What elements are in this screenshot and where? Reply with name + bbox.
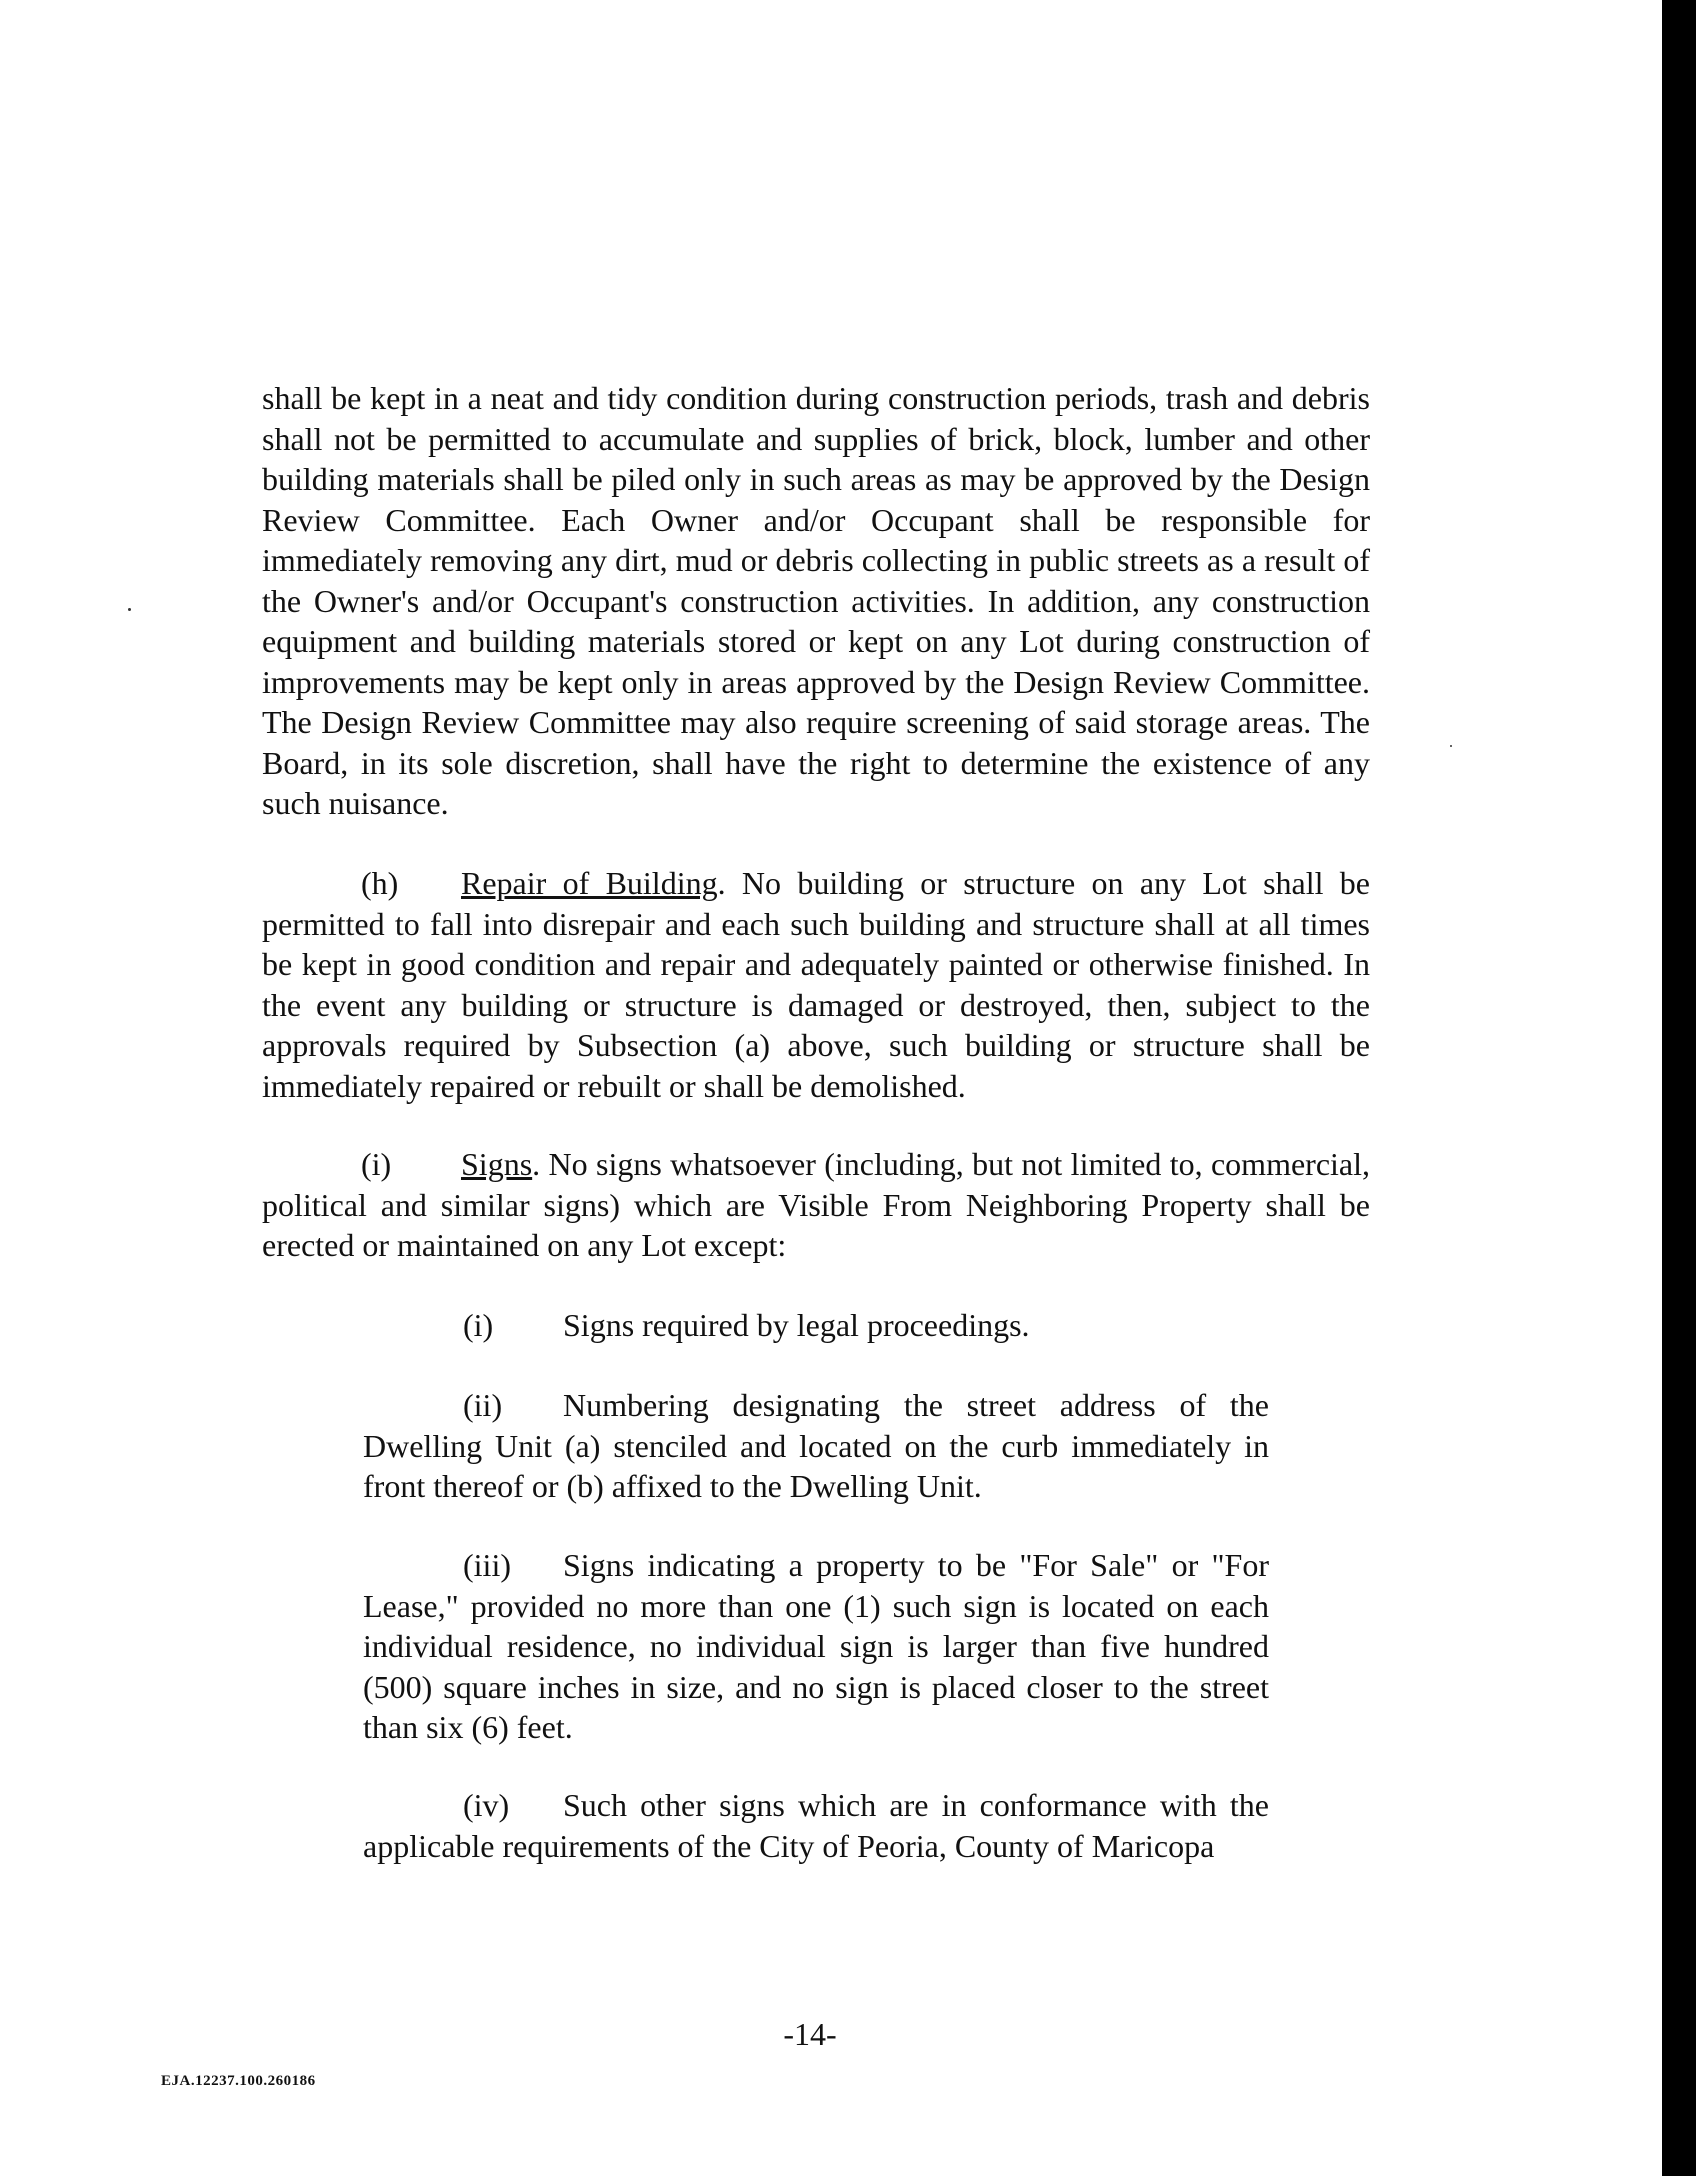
sign-exception-item [363,1545,1269,1748]
sign-exception-text: Signs indicating a property to be "For Sale" or "For Lease," provided no more than one (1) such sign is located on each individual residence, no individual sign is larger than five hundred (500) square inches in size, and no sign is placed closer to the street than six (6) feet. [363,1547,1269,1745]
section-i-label: (i) [361,1146,392,1182]
sign-exception-item [363,1785,1269,1866]
sign-exception-item [363,1305,1269,1346]
scan-speck [1450,745,1452,747]
scan-speck [128,608,131,611]
document-id: EJA.12237.100.260186 [161,2073,316,2089]
sign-exception-text: Signs required by legal proceedings. [563,1307,1030,1343]
sign-exception-text: Numbering designating the street address of the Dwelling Unit (a) stenciled and located on the curb immediately in front thereof or (b) affixed to the Dwelling Unit. [363,1387,1269,1504]
sign-exception-text: Such other signs which are in conformance with the applicable requirements of the City of Peoria, County of Maricopa [363,1787,1269,1864]
section-h [262,863,1370,1106]
section-h-label: (h) [361,865,399,901]
paragraph-g-continued: shall be kept in a neat and tidy condition during construction periods, trash and debris shall not be permitted to accumulate and supplies of brick, block, lumber and other building materials shall be piled only in such areas as may be approved by the Design Review Committee. Each Owner and/or Occupant shall be responsible for immediately removing any dirt, mud or debris collecting in public streets as a result of the Owner's and/or Occupant's construction activities. In addition, any construction equipment and building materials stored or kept on any Lot during construction of improvements may be kept only in areas approved by the Design Review Committee. The Design Review Committee may also require screening of said storage areas. The Board, in its sole discretion, shall have the right to determine the existence of any such nuisance. [262,380,1370,821]
section-i [262,1144,1370,1266]
sign-exception-item [363,1385,1269,1507]
section-h-text: . No building or structure on any Lot shall be permitted to fall into disrepair and each such building and structure shall at all times be kept in good condition and repair and adequately painted or otherwise finished. In the event any building or structure is damaged or destroyed, then, subject to the approvals required by Subsection (a) above, such building or structure shall be immediately repaired or rebuilt or shall be demolished. [262,865,1371,1104]
scan-edge [1662,0,1696,2176]
sign-exception-label: (iv) [463,1787,510,1823]
section-i-text: . No signs whatsoever (including, but not limited to, commercial, political and similar signs) which are Visible From Neighboring Property shall be erected or maintained on any Lot except: [262,1146,1370,1263]
sign-exception-label: (i) [463,1307,494,1343]
section-i-heading: Signs [461,1146,533,1182]
section-h-heading: Repair of Building [461,865,718,901]
page-number: -14- [783,2016,837,2052]
sign-exception-label: (ii) [463,1387,503,1423]
sign-exception-label: (iii) [463,1547,511,1583]
